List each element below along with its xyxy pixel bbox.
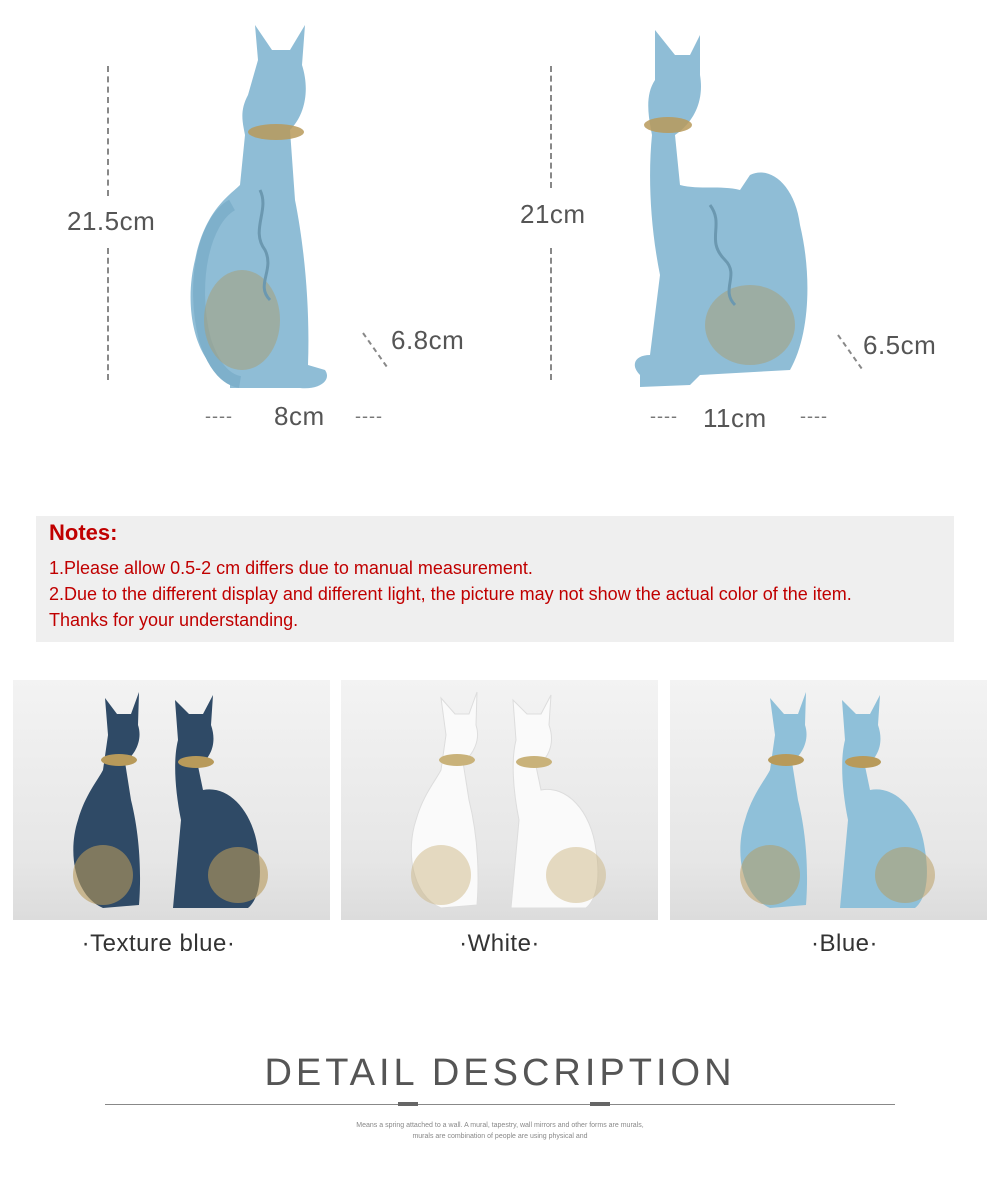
cat-pair-image [341, 680, 658, 920]
cat-statue-image [170, 20, 350, 395]
height-label-left: 21.5cm [67, 206, 156, 236]
height-guide-top-right [550, 66, 552, 188]
detail-subtext-1: Means a spring attached to a wall. A mural, tapestry, wall mirrors and other forms are murals, [356, 1122, 644, 1129]
statue-left-figure [170, 20, 350, 395]
detail-subtext-2: murals are combination of people are using physical and [412, 1133, 588, 1140]
divider-accent-right [590, 1102, 610, 1106]
width-dashes-right-end: ---- [800, 406, 828, 426]
cat-statue-image [620, 25, 820, 395]
width-label-left: 8cm [274, 401, 325, 431]
cat-collar [248, 124, 304, 140]
depth-label-left: 6.8cm [391, 325, 465, 355]
variant-caption-blue: ·Blue· [810, 930, 879, 957]
notes-title: Notes: [49, 520, 118, 545]
variant-photo-blue [670, 680, 987, 920]
height-guide-bottom-right [550, 248, 552, 380]
notes-line-2: 2.Due to the different display and different light, the picture may not show the actual color of the item. [49, 584, 852, 604]
cat-pair-image [13, 680, 330, 920]
variant-caption-white: ·White· [459, 930, 540, 957]
statue-right-figure [620, 25, 820, 395]
width-dashes-left-start: ---- [205, 406, 233, 426]
cat-collar [644, 117, 692, 133]
depth-label-right: 6.5cm [863, 330, 937, 360]
variant-photo-white [341, 680, 658, 920]
width-dashes-left-end: ---- [355, 406, 383, 426]
cat-pair-image [670, 680, 987, 920]
cat-flower-pattern [204, 270, 280, 370]
notes-line-3: Thanks for your understanding. [49, 610, 299, 630]
height-guide-top-left [107, 66, 109, 196]
detail-divider [105, 1104, 895, 1105]
detail-description-title: DETAIL DESCRIPTION [264, 1052, 736, 1094]
width-dashes-right-start: ---- [650, 406, 678, 426]
depth-guide-left [360, 330, 390, 370]
width-label-right: 11cm [703, 403, 767, 433]
variant-photo-texture-blue [13, 680, 330, 920]
cat-flower-pattern [705, 285, 795, 365]
notes-line-1: 1.Please allow 0.5-2 cm differs due to manual measurement. [49, 558, 533, 578]
divider-accent-left [398, 1102, 418, 1106]
height-label-right: 21cm [520, 199, 586, 229]
height-guide-bottom-left [107, 248, 109, 380]
notes-box [36, 516, 954, 642]
depth-guide-right [835, 332, 865, 372]
variant-caption-texture-blue: ·Texture blue· [81, 930, 236, 957]
